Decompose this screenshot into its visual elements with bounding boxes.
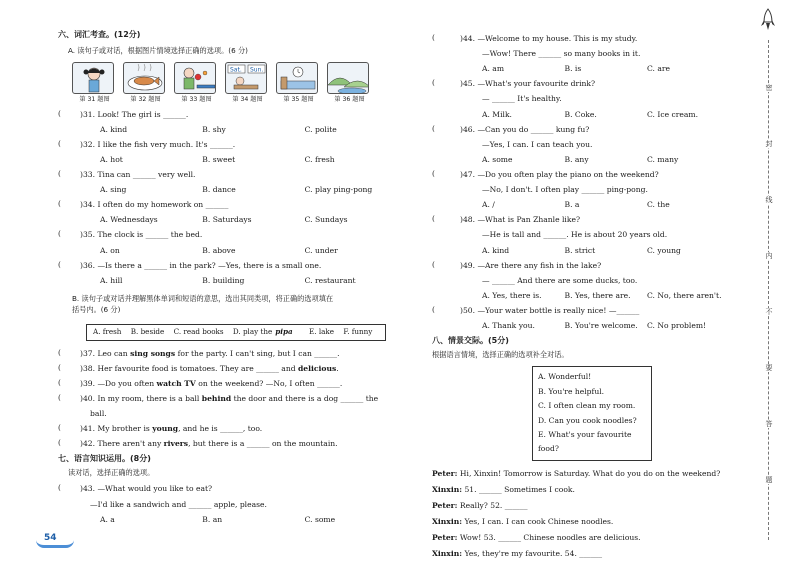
option-b[interactable]: B. is	[564, 64, 582, 74]
option-a[interactable]: A. Yes, there is.	[482, 290, 542, 300]
utterance: Hi, Xinxin! Tomorrow is Saturday. What do you do on the weekend?	[457, 468, 721, 478]
question-48	[432, 215, 732, 224]
dialogue-line	[432, 469, 732, 478]
option-b[interactable]: B. building	[202, 275, 245, 285]
question-42	[58, 439, 410, 448]
option-c[interactable]: C. some	[304, 514, 336, 524]
picture-row	[72, 62, 410, 103]
phrase-options-box	[86, 324, 386, 341]
question-36-stem: )36. —Is there a ______ in the park? —Yes, there is a small one.	[80, 260, 322, 270]
option-a[interactable]: A. on	[100, 245, 120, 255]
answer-bracket[interactable]: (	[432, 214, 435, 224]
choice-d: D. Can you cook noodles?	[538, 415, 637, 425]
option-a[interactable]: A. Thank you.	[482, 321, 535, 331]
option-b[interactable]: B. strict	[564, 245, 596, 255]
question-31-stem: )31. Look! The girl is ______.	[80, 109, 189, 119]
question-31	[58, 110, 410, 119]
option-a[interactable]: A. hot	[100, 154, 123, 164]
answer-bracket[interactable]: (	[432, 123, 435, 133]
question-39-post: on the weekend? —No, I often ______.	[195, 378, 343, 388]
answer-bracket[interactable]: (	[432, 33, 435, 42]
option-a[interactable]: A. Wednesdays	[100, 215, 158, 225]
answer-bracket[interactable]: (	[58, 423, 61, 433]
dialogue-line	[432, 485, 732, 494]
binding-char: 题	[762, 476, 776, 484]
rocket-icon	[760, 8, 776, 32]
speaker: Xinxin:	[432, 549, 463, 559]
dialogue-choices-box	[532, 366, 652, 461]
question-47-stem: )47. —Do you often play the piano on the weekend?	[460, 169, 659, 179]
question-43-line2: —I'd like a sandwich and ______ apple, please.	[90, 499, 267, 509]
bed-clock-illustration	[277, 63, 318, 94]
question-47-options	[482, 200, 732, 209]
option-c[interactable]: C. restaurant	[304, 275, 356, 285]
binding-margin	[754, 0, 784, 566]
dialogue-line	[432, 501, 732, 510]
girl-illustration	[73, 63, 114, 94]
speaker: Peter:	[432, 533, 458, 543]
picture-32	[123, 62, 168, 103]
question-43-stem: )43. —What would you like to eat?	[80, 484, 213, 494]
question-47	[432, 170, 732, 179]
utterance: Wow! 53. ______ Chinese noodles are delicious.	[457, 533, 641, 543]
option-c[interactable]: C. many	[647, 154, 679, 164]
question-37-pre: )37. Leo can	[80, 348, 131, 358]
choice-b: B. You're helpful.	[538, 386, 605, 396]
question-36	[58, 261, 410, 270]
option-c[interactable]: C. No problem!	[647, 321, 707, 331]
question-31-options	[100, 125, 410, 134]
option-a[interactable]: A. Milk.	[482, 109, 512, 119]
question-46-line2: —Yes, I can. I can teach you.	[482, 139, 593, 149]
section-7-instructions: 读对话，选择正确的选项。	[68, 467, 155, 477]
question-35-stem: )35. The clock is ______ the bed.	[80, 230, 203, 240]
question-39	[58, 379, 410, 388]
dialogue-line	[432, 549, 732, 558]
picture-35	[276, 62, 321, 103]
option-c[interactable]: C. Ice cream.	[647, 109, 699, 119]
question-44-options	[482, 64, 732, 73]
cut-line	[768, 40, 769, 540]
phrase-a: A. fresh	[93, 326, 122, 336]
question-34-stem: )34. I often do my homework on ______	[80, 200, 229, 210]
answer-bracket[interactable]: (	[58, 362, 61, 372]
question-42-post: , but there is a ______ on the mountain.	[188, 439, 338, 449]
question-45-line2: — ______ It's healthy.	[482, 94, 562, 104]
answer-bracket[interactable]: (	[58, 259, 61, 269]
sun-label: Sun.	[250, 66, 264, 74]
question-37	[58, 349, 410, 358]
picture-32-caption: 第 32 题图	[130, 96, 161, 104]
question-44-line2: —Wow! There ______ so many books in it.	[482, 49, 641, 59]
phrase-d-pipa: pipa	[275, 326, 293, 336]
binding-char: 封	[762, 140, 776, 148]
picture-36	[327, 62, 372, 103]
fish-dish-illustration	[124, 63, 165, 94]
answer-bracket[interactable]: (	[58, 438, 61, 448]
option-b[interactable]: B. Saturdays	[202, 215, 252, 225]
picture-31-caption: 第 31 题图	[79, 96, 110, 104]
answer-bracket[interactable]: (	[432, 168, 435, 178]
park-picture	[327, 62, 369, 94]
question-32-stem: )32. I like the fish very much. It's ______.	[80, 139, 236, 149]
option-c[interactable]: C. are	[647, 64, 671, 74]
utterance: Really? 52. ______	[457, 501, 528, 511]
question-41-keyword: young	[152, 424, 179, 434]
girl-picture	[72, 62, 114, 94]
answer-bracket[interactable]: (	[432, 78, 435, 88]
option-b[interactable]: B. shy	[202, 124, 226, 134]
question-50-options	[482, 321, 732, 330]
question-44-stem: )44. —Welcome to my house. This is my study.	[460, 34, 638, 43]
answer-bracket[interactable]: (	[432, 259, 435, 269]
question-47-line2: —No, I don't. I often play ______ ping-pong.	[482, 185, 648, 195]
ping-pong-picture	[174, 62, 216, 94]
picture-33	[174, 62, 219, 103]
option-b[interactable]: B. an	[202, 514, 223, 524]
option-c[interactable]: C. No, there aren't.	[647, 290, 722, 300]
utterance: Yes, I can. I can cook Chinese noodles.	[462, 517, 614, 527]
question-49	[432, 261, 732, 270]
option-c[interactable]: C. Sundays	[304, 215, 348, 225]
speaker: Xinxin:	[432, 517, 463, 527]
option-b[interactable]: B. Yes, there are.	[564, 290, 631, 300]
answer-bracket[interactable]: (	[58, 168, 61, 178]
option-a[interactable]: A. kind	[482, 245, 510, 255]
question-33-options	[100, 185, 410, 194]
binding-char: 答	[762, 420, 776, 428]
question-49-options	[482, 291, 732, 300]
question-36-options	[100, 276, 410, 285]
option-c[interactable]: C. play ping-pong	[304, 185, 373, 195]
option-a[interactable]: A. sing	[100, 185, 127, 195]
answer-bracket[interactable]: (	[58, 483, 61, 493]
option-b[interactable]: B. sweet	[202, 154, 236, 164]
option-b[interactable]: B. above	[202, 245, 236, 255]
dialogue-line	[432, 517, 732, 526]
binding-char: 不	[762, 308, 776, 316]
part-a-instructions: A. 读句子或对话，根据图片情境选择正确的选项。(6 分)	[68, 45, 248, 55]
question-49-line2: — ______ And there are some ducks, too.	[482, 275, 638, 285]
option-a[interactable]: A. hill	[100, 275, 123, 285]
page-number: 54	[44, 533, 57, 543]
question-48-stem: )48. —What is Pan Zhanle like?	[460, 215, 581, 225]
picture-34	[225, 62, 270, 103]
question-50	[432, 306, 732, 315]
bed-clock-picture	[276, 62, 318, 94]
sat-label: Sat.	[230, 66, 242, 74]
answer-bracket[interactable]: (	[58, 138, 61, 148]
question-33-stem: )33. Tina can ______ very well.	[80, 169, 196, 179]
answer-bracket[interactable]: (	[58, 108, 61, 118]
option-a[interactable]: A. kind	[100, 124, 128, 134]
question-48-options	[482, 246, 732, 255]
picture-35-caption: 第 35 题图	[283, 96, 314, 104]
answer-bracket[interactable]: (	[58, 199, 61, 209]
question-42-pre: )42. There aren't any	[80, 439, 164, 449]
question-34	[58, 200, 410, 209]
option-b[interactable]: B. any	[564, 154, 589, 164]
binding-char: 要	[762, 364, 776, 372]
question-41-pre: )41. My brother is	[80, 424, 153, 434]
choice-c: C. I often clean my room.	[538, 401, 636, 411]
right-column	[432, 34, 732, 558]
question-50-stem: )50. —Your water bottle is really nice! —______	[460, 305, 640, 315]
picture-31	[72, 62, 117, 103]
utterance: 51. ______ Sometimes I cook.	[462, 484, 575, 494]
question-45	[432, 79, 732, 88]
question-46-options	[482, 155, 732, 164]
question-46	[432, 125, 732, 134]
utterance: Yes, they're my favourite. 54. ______	[462, 549, 603, 559]
question-46-stem: )46. —Can you do ______ kung fu?	[460, 124, 590, 134]
speaker: Peter:	[432, 501, 458, 511]
question-35	[58, 230, 410, 239]
question-37-keyword: sing songs	[130, 348, 176, 358]
question-41	[58, 424, 410, 433]
question-38-pre: )38. Her favourite food is tomatoes. They are ______ and	[80, 363, 298, 373]
dialogue-line	[432, 533, 732, 542]
left-column	[58, 30, 410, 524]
question-40-keyword: behind	[201, 393, 232, 403]
question-48-line2: —He is tall and ______. He is about 20 years old.	[482, 230, 668, 240]
section-8-title: 八、情景交际。(5分)	[432, 336, 509, 346]
answer-bracket[interactable]: (	[58, 229, 61, 239]
option-b[interactable]: B. You're welcome.	[564, 321, 638, 331]
option-a[interactable]: A. some	[482, 154, 513, 164]
question-42-keyword: rivers	[163, 439, 189, 449]
question-40	[58, 394, 410, 403]
answer-bracket[interactable]: (	[58, 377, 61, 387]
question-43	[58, 484, 410, 493]
park-hill-illustration	[328, 63, 369, 94]
answer-bracket[interactable]: (	[58, 347, 61, 357]
speaker: Xinxin:	[432, 484, 463, 494]
part-b-instructions	[72, 293, 410, 316]
question-49-stem: )49. —Are there any fish in the lake?	[460, 260, 602, 270]
option-c[interactable]: C. under	[304, 245, 338, 255]
question-38	[58, 364, 410, 373]
section-6-title: 六、词汇考查。(12分)	[58, 30, 141, 39]
option-c[interactable]: C. fresh	[304, 154, 335, 164]
question-41-post: , and he is ______, too.	[178, 424, 263, 434]
picture-36-caption: 第 36 题图	[334, 96, 365, 104]
part-b-instructions-line1: B. 读句子或对话并理解黑体单词和短语的意思，选出其同类项，将正确的选项填在	[72, 293, 334, 303]
option-a[interactable]: A. am	[482, 64, 505, 74]
binding-char: 内	[762, 252, 776, 260]
question-32	[58, 140, 410, 149]
question-45-options	[482, 110, 732, 119]
question-38-post: .	[336, 363, 339, 373]
phrase-b: B. beside	[130, 326, 165, 336]
answer-bracket[interactable]: (	[432, 304, 435, 314]
question-40-post: the door and there is a dog ______ the	[231, 393, 379, 403]
option-c[interactable]: C. the	[647, 200, 670, 210]
fish-picture	[123, 62, 165, 94]
option-b[interactable]: B. Coke.	[564, 109, 597, 119]
question-33	[58, 170, 410, 179]
option-c[interactable]: C. polite	[304, 124, 337, 134]
picture-33-caption: 第 33 题图	[181, 96, 212, 104]
question-32-options	[100, 155, 410, 164]
option-b[interactable]: B. dance	[202, 185, 236, 195]
question-40-pre: )40. In my room, there is a ball	[80, 393, 202, 403]
section-7-title: 七、语言知识运用。(8分)	[58, 454, 151, 464]
homework-picture	[225, 62, 267, 94]
question-34-options	[100, 215, 410, 224]
option-a[interactable]: A. /	[482, 200, 495, 210]
section-8-instructions: 根据语言情境，选择正确的选项补全对话。	[432, 349, 569, 359]
part-b-instructions-line2: 括号内。(6 分)	[72, 305, 121, 315]
homework-illustration	[226, 63, 267, 94]
phrase-f: F. funny	[343, 326, 373, 336]
question-39-keyword: watch TV	[156, 378, 196, 388]
question-35-options	[100, 246, 410, 255]
ping-pong-illustration	[175, 63, 216, 94]
question-40-continuation: ball.	[90, 408, 107, 418]
binding-char: 密	[762, 84, 776, 92]
choice-e: E. What's your favourite food?	[538, 429, 632, 454]
speaker: Peter:	[432, 468, 458, 478]
question-37-post: for the party. I can't sing, but I can ______.	[175, 348, 340, 358]
choice-a: A. Wonderful!	[538, 372, 592, 382]
phrase-e: E. lake	[309, 326, 335, 336]
answer-bracket[interactable]: (	[58, 392, 61, 402]
question-43-options	[100, 515, 410, 524]
phrase-c: C. read books	[173, 326, 224, 336]
binding-char: 线	[762, 196, 776, 204]
question-38-keyword: delicious	[298, 363, 337, 373]
option-b[interactable]: B. a	[564, 200, 580, 210]
option-c[interactable]: C. young	[647, 245, 681, 255]
question-44	[432, 34, 732, 43]
question-45-stem: )45. —What's your favourite drink?	[460, 79, 596, 89]
picture-34-caption: 第 34 题图	[232, 96, 263, 104]
option-a[interactable]: A. a	[100, 514, 115, 524]
question-39-pre: )39. —Do you often	[80, 378, 157, 388]
phrase-d: D. play the	[232, 326, 273, 336]
